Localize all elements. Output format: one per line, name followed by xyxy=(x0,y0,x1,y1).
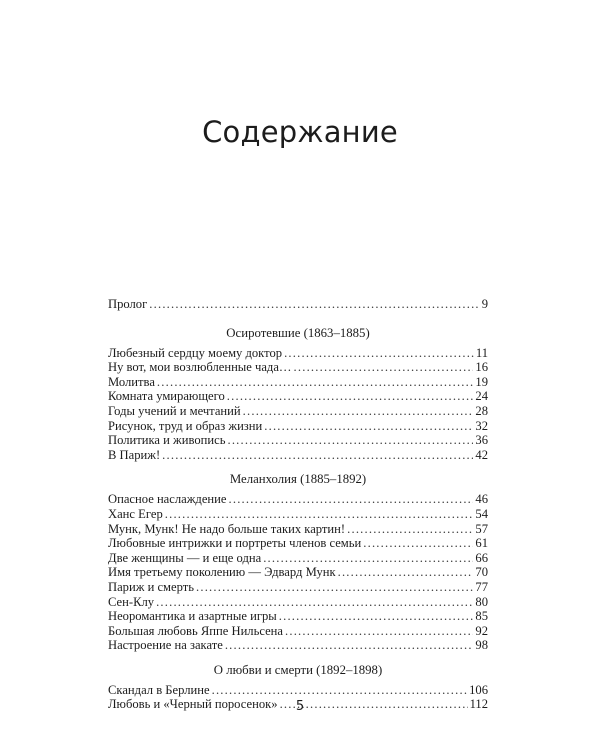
toc-entry-title: Мунк, Мунк! Не надо больше таких картин! xyxy=(108,521,346,536)
table-of-contents xyxy=(108,297,488,712)
toc-entry-title: Ну вот, мои возлюбленные чада… xyxy=(108,360,292,375)
toc-entry-title: Политика и живопись xyxy=(108,433,226,448)
toc-entry-title: Любовь и «Черный поросенок» xyxy=(108,697,278,712)
toc-entry-page: 32 xyxy=(475,418,488,433)
dot-leader xyxy=(243,404,474,419)
toc-entry[interactable] xyxy=(108,536,488,551)
toc-entry-page: 112 xyxy=(469,697,488,712)
toc-entry-title: Большая любовь Яппе Нильсена xyxy=(108,623,283,638)
dot-leader xyxy=(279,609,474,624)
dot-leader xyxy=(263,551,473,566)
toc-entry[interactable] xyxy=(108,683,488,698)
part-heading: О любви и смерти (1892–1898) xyxy=(213,662,383,677)
toc-entry-page: 54 xyxy=(475,506,488,521)
toc-entry-title: Неоромантика и азартные игры xyxy=(108,609,277,624)
toc-entry[interactable] xyxy=(108,507,488,522)
toc-entry[interactable] xyxy=(108,522,488,537)
toc-entry-title: Годы учений и мечтаний xyxy=(108,403,241,418)
toc-entry-title: Молитва xyxy=(108,374,155,389)
toc-entry-page: 42 xyxy=(475,447,488,462)
toc-entry[interactable] xyxy=(108,346,488,361)
dot-leader xyxy=(227,389,474,404)
toc-entry-page: 19 xyxy=(475,374,488,389)
toc-entry[interactable] xyxy=(108,360,488,375)
toc-entry[interactable] xyxy=(108,624,488,639)
toc-entry-page: 92 xyxy=(475,623,488,638)
toc-entry-page: 80 xyxy=(475,594,488,609)
toc-entry-prologue[interactable] xyxy=(108,297,488,312)
toc-entry-title: Комната умирающего xyxy=(108,389,225,404)
dot-leader xyxy=(284,346,474,361)
toc-entry-title: Настроение на закате xyxy=(108,638,223,653)
toc-entry[interactable] xyxy=(108,419,488,434)
toc-entry-title: Две женщины — и еще одна xyxy=(108,550,262,565)
dot-leader xyxy=(363,536,473,551)
toc-entry-title: Скандал в Берлине xyxy=(108,682,210,697)
toc-entry[interactable] xyxy=(108,375,488,390)
toc-entry[interactable] xyxy=(108,580,488,595)
toc-entry-page: 61 xyxy=(475,536,488,551)
toc-entry-page: 16 xyxy=(475,360,488,375)
dot-leader xyxy=(162,448,473,463)
toc-entry-title: Любезный сердцу моему доктор xyxy=(108,345,283,360)
toc-entry-title: Рисунок, труд и образ жизни xyxy=(108,418,263,433)
toc-entry[interactable] xyxy=(108,551,488,566)
toc-entry[interactable] xyxy=(108,609,488,624)
dot-leader xyxy=(196,580,473,595)
part-heading: Осиротевшие (1863–1885) xyxy=(226,325,370,340)
toc-entry-page: 46 xyxy=(475,492,488,507)
toc-entry-page: 77 xyxy=(475,579,488,594)
toc-entry-title: Сен-Клу xyxy=(108,594,155,609)
toc-entry-title: Ханс Егер xyxy=(108,506,163,521)
toc-entry[interactable] xyxy=(108,433,488,448)
toc-entry-page: 57 xyxy=(475,521,488,536)
dot-leader xyxy=(227,433,473,448)
dot-leader xyxy=(285,624,473,639)
toc-entry-page: 85 xyxy=(475,609,488,624)
toc-entry[interactable] xyxy=(108,638,488,653)
toc-entry-page: 106 xyxy=(469,682,488,697)
dot-leader xyxy=(229,492,474,507)
toc-entry-page: 28 xyxy=(475,403,488,418)
toc-entry-title: Опасное наслаждение xyxy=(108,492,227,507)
part-heading: Меланхолия (1885–1892) xyxy=(229,472,367,487)
dot-leader xyxy=(165,507,474,522)
page-title: Содержание xyxy=(202,115,398,149)
dot-leader xyxy=(347,522,473,537)
toc-entry-title: Имя третьему поколению — Эдвард Мунк xyxy=(108,565,336,580)
toc-entry-page: 66 xyxy=(475,550,488,565)
toc-entry[interactable] xyxy=(108,389,488,404)
dot-leader xyxy=(225,638,474,653)
dot-leader xyxy=(149,297,479,312)
dot-leader xyxy=(294,360,474,375)
toc-entry[interactable] xyxy=(108,595,488,610)
toc-entry-title: В Париж! xyxy=(108,447,161,462)
toc-entry-page: 70 xyxy=(475,565,488,580)
toc-entry-title: Пролог xyxy=(108,297,148,311)
dot-leader xyxy=(157,375,473,390)
toc-entry-page: 24 xyxy=(475,389,488,404)
toc-entry-page: 98 xyxy=(475,638,488,653)
toc-entry-page: 9 xyxy=(481,297,488,311)
toc-entry-title: Париж и смерть xyxy=(108,579,194,594)
dot-leader xyxy=(338,565,474,580)
toc-entry-page: 36 xyxy=(475,433,488,448)
toc-entry[interactable] xyxy=(108,404,488,419)
dot-leader xyxy=(264,419,473,434)
dot-leader xyxy=(156,595,473,610)
dot-leader xyxy=(212,683,468,698)
page-number: 5 xyxy=(295,699,305,714)
toc-entry[interactable] xyxy=(108,565,488,580)
toc-entry-page: 11 xyxy=(475,345,488,360)
toc-entry-title: Любовные интрижки и портреты членов семьи xyxy=(108,536,362,551)
toc-entry[interactable] xyxy=(108,448,488,463)
toc-entry[interactable] xyxy=(108,492,488,507)
